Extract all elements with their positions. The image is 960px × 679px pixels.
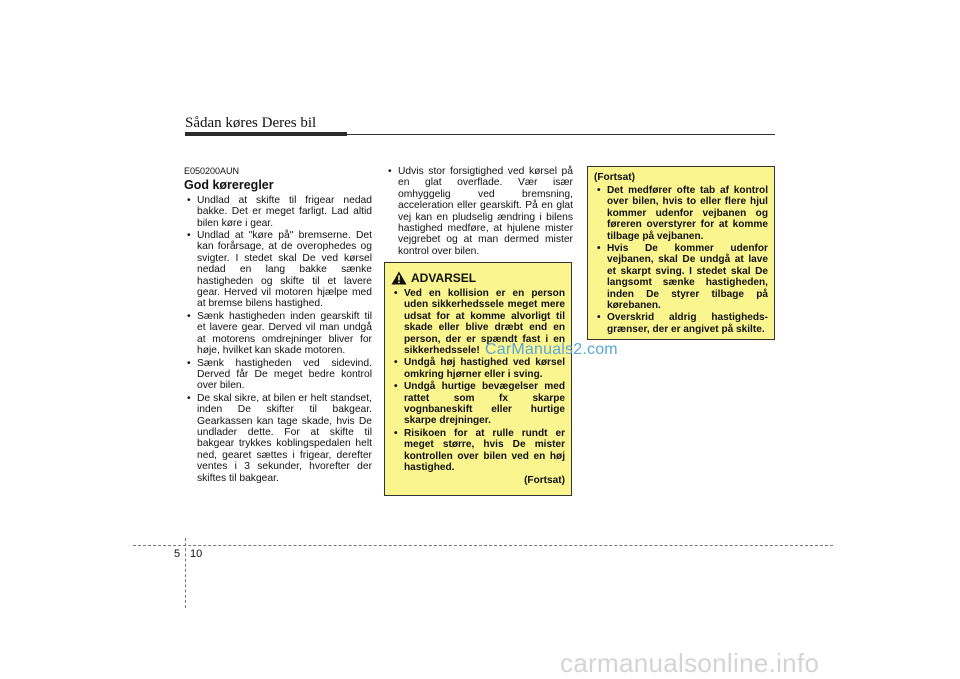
list-item: • Udvis stor forsigtighed ved kørsel på en glat overflade. Vær især omhyggelig ved bremsning, acceleration eller gearskift. På en glat vej kan en pludselig ændring i bilens hastighed medføre, at hjulene mister vejgrebet og at man dermed mister kontrol over bilen. [385,166,573,257]
list-item: • Undlad at skifte til frigear nedad bakke. Det er meget farligt. Lad altid bilen køre i gear. [184,195,372,229]
header-bar [185,132,347,136]
middle-list [385,166,573,257]
list-item: • Ved en kollision er en person uden sikkerhedssele meget mere udsat for at komme alvorligt til skade eller blive dræbt end en person, der er spændt fast i en sikkerhedssele! [391,288,565,356]
page-number: 10 [190,548,203,560]
section-title: Sådan køres Deres bil [185,115,317,131]
warning-box [384,262,572,496]
middle-column [385,166,573,258]
continued-label: (Fortsat) [594,172,635,183]
continued-list [594,185,768,335]
header-rule [347,134,775,135]
list-item: • De skal sikre, at bilen er helt standset, inden De skifter til bakgear. Gearkassen kan tage skade, hvis De undlader dette. For at skifte til bakgear trykkes koblingspedalen helt ned, gearet sættes i frigear, derefter ventes i 3 sekunder, hvorefter der skiftes til bakgear. [184,393,372,484]
list-item: • Overskrid aldrig hastigheds-grænser, der er angivet på skilte. [594,312,768,335]
list-item: • Undlad at "køre på" bremserne. Det kan forårsage, at de overophedes og svigter. I stedet skal De ved kørsel nedad en lang bakke sænke hastigheden og skifte til et lavere gear. Herved vil motoren hjælpe med at bremse bilens hastighed. [184,230,372,310]
warning-title: ADVARSEL [411,271,477,285]
warning-triangle-icon [391,271,407,285]
warning-list [391,288,565,474]
footer-divider [185,538,186,608]
list-item: • Sænk hastigheden ved sidevind. Derved får De meget bedre kontrol over bilen. [184,358,372,392]
driving-rules-list [184,195,372,484]
list-item: • Det medfører ofte tab af kontrol over bilen, hvis to eller flere hjul kommer udenfor vejbanen og føreren overstyrer for at komme tilbage på vejbanen. [594,185,768,242]
list-item: • Sænk hastigheden inden gearskift til et lavere gear. Derved vil man undgå at motorens omdrejninger bliver for høje, hvilket kan skade motoren. [184,311,372,357]
section-code: E050200AUN [184,166,240,176]
site-watermark: carmanualsonline.info [560,648,820,678]
list-item: • Hvis De kommer udenfor vejbanen, skal De undgå at lave et skarpt sving. I stedet skal De langsomt sænke hastigheden, inden De styrer tilbage på kørebanen. [594,243,768,311]
footer-rule [133,545,833,546]
warning-header [391,271,565,285]
chapter-number: 5 [174,548,181,560]
section-heading: God køreregler [184,178,274,193]
list-item: • Risikoen for at rulle rundt er meget større, hvis De mister kontrollen over bilen ved en høj hastighed. [391,428,565,474]
list-item: • Undgå høj hastighed ved kørsel omkring hjørner eller i sving. [391,357,565,380]
continued-label: (Fortsat) [524,474,565,486]
left-column [184,166,372,485]
watermark: CarManuals2.com [485,341,618,358]
list-item: • Undgå hurtige bevægelser med rattet som fx skarpe vognbaneskift eller hurtige skarpe drejninger. [391,381,565,427]
continued-warning-box [587,166,775,340]
